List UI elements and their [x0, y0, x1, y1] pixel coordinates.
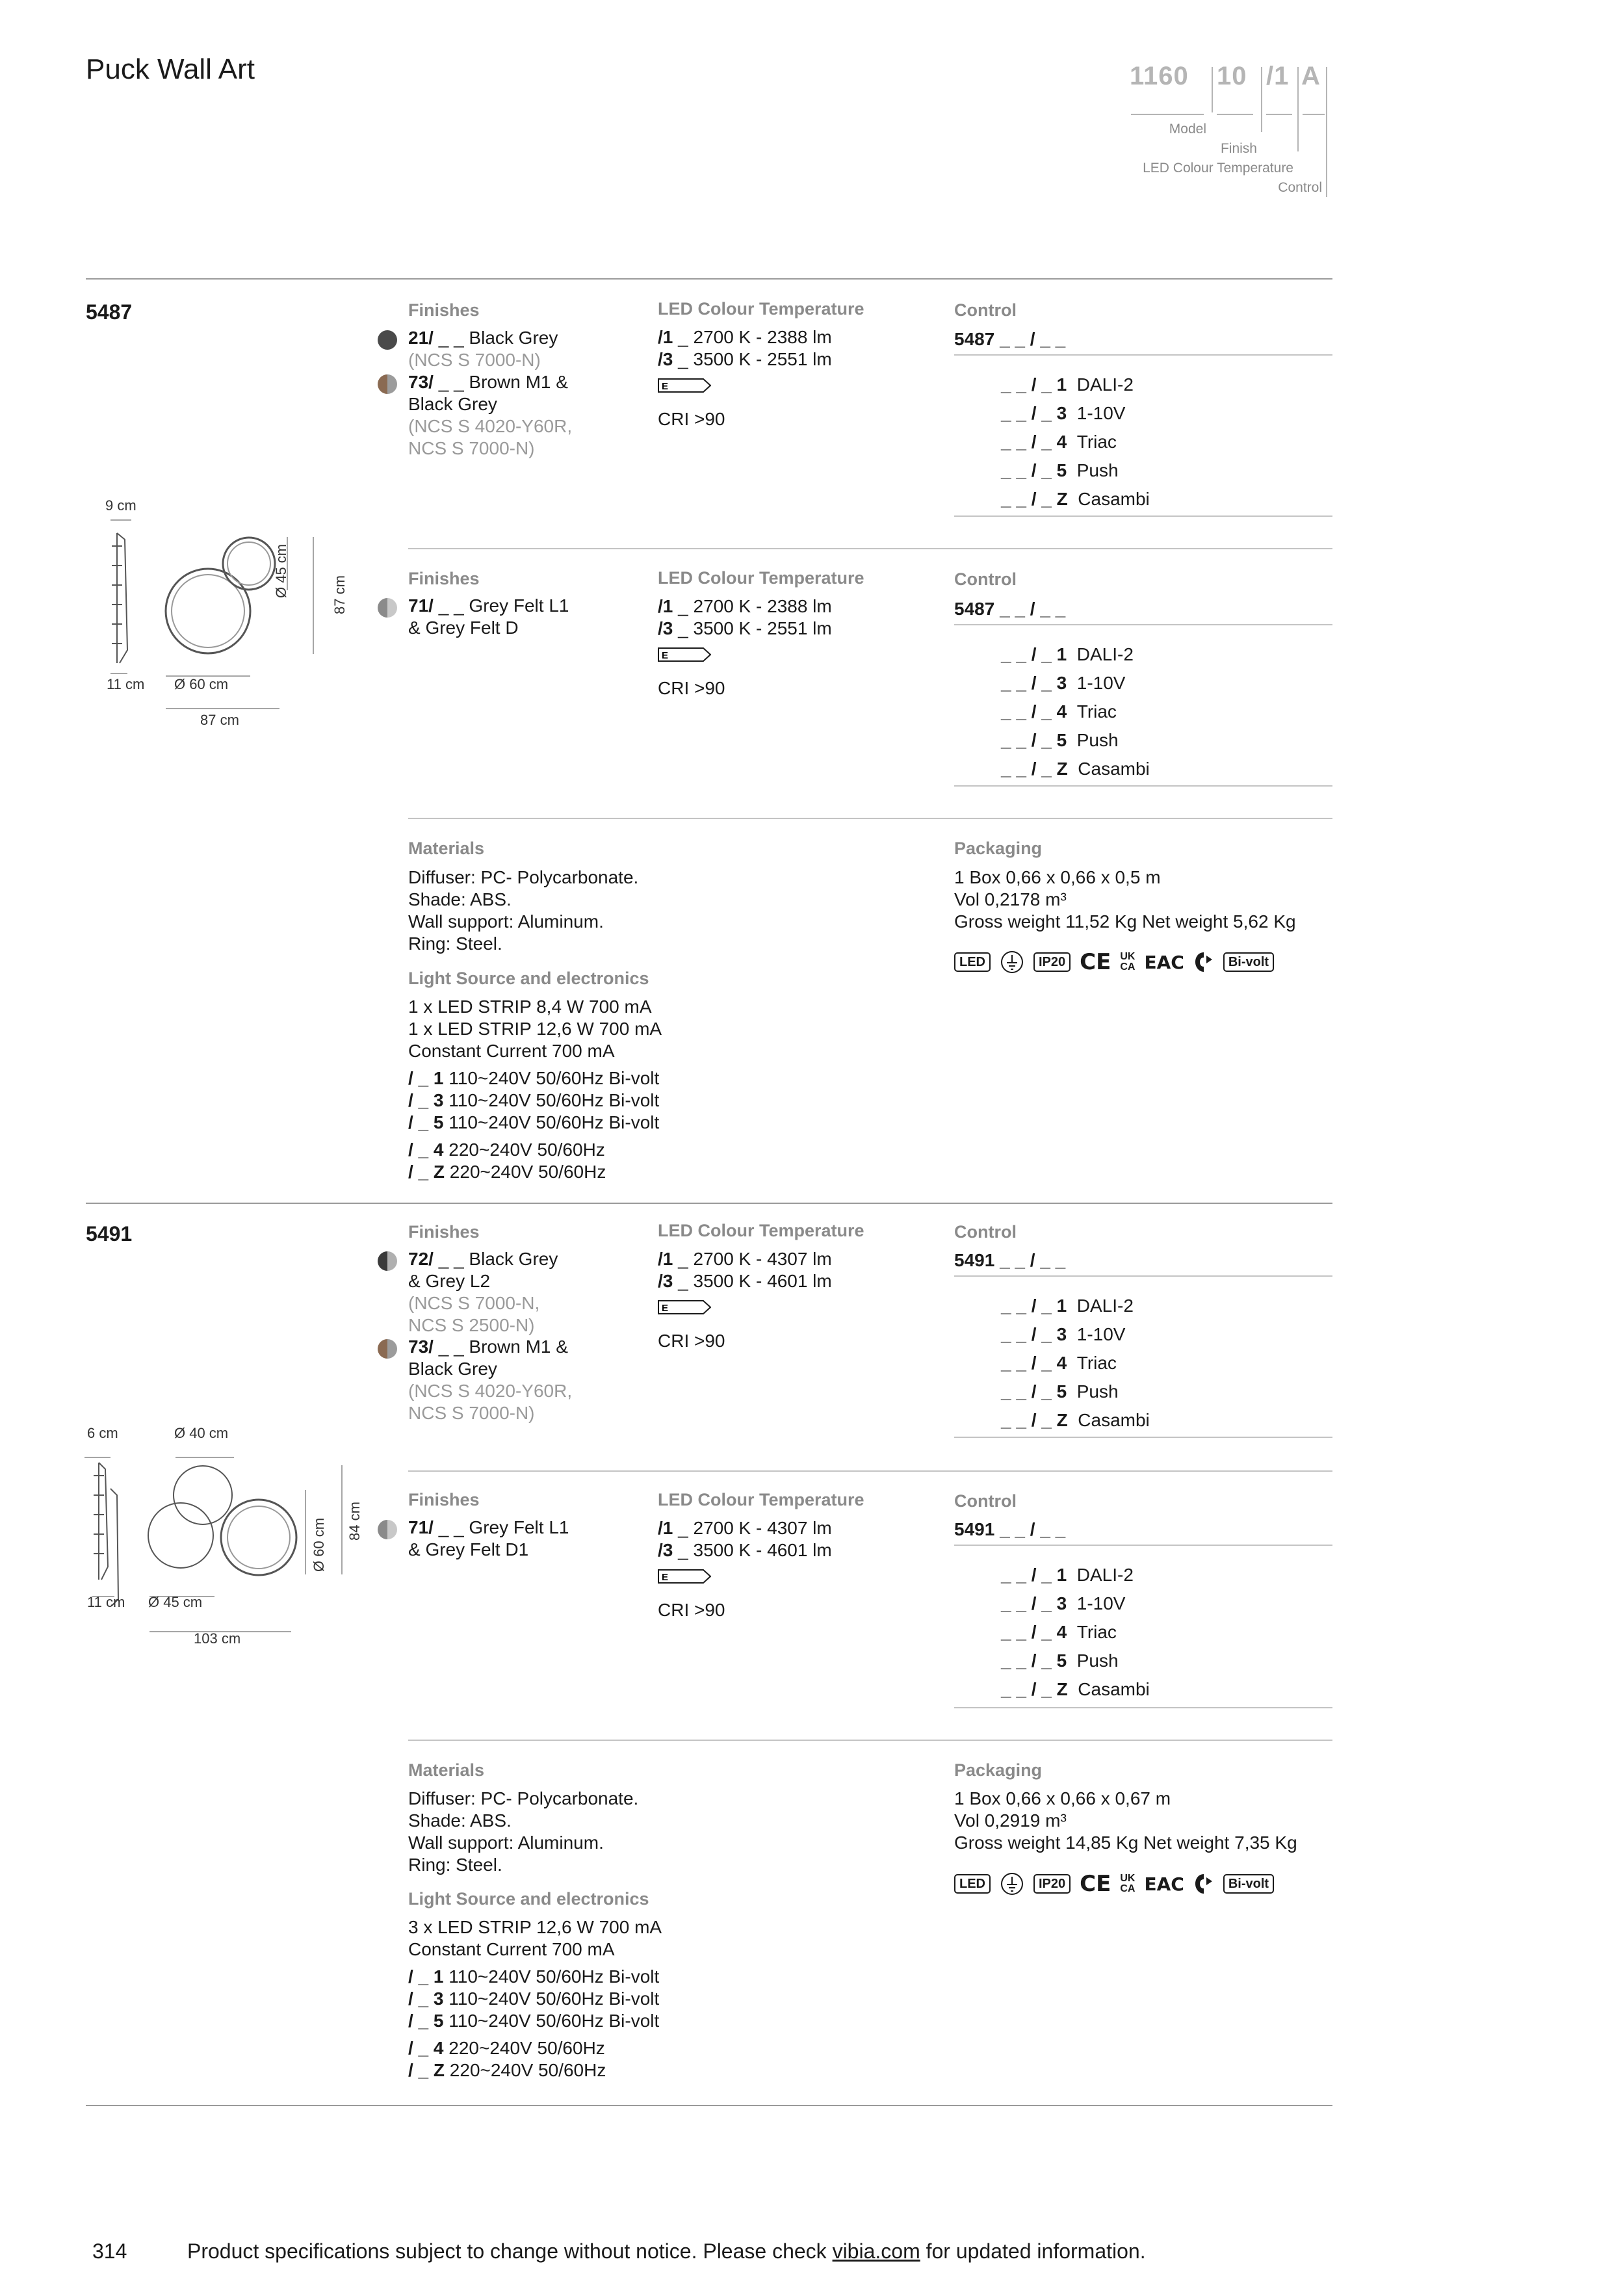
light-source-list: 3 x LED STRIP 12,6 W 700 mA Constant Current 700 mA / _ 1 110~240V 50/60Hz Bi-volt / _ 3 110~240V 50/60Hz Bi-volt / _ 5 110~240V 50/60Hz Bi-volt / _ 4 220~240V 50/60Hz / _ Z 220~240V 50/60Hz	[408, 1917, 662, 2080]
control-heading: Control	[954, 1222, 1017, 1242]
ip-icon: IP20	[1033, 952, 1071, 972]
control-heading: Control	[954, 300, 1017, 320]
control-code: 5491 _ _ / _ _	[954, 1519, 1066, 1539]
energy-label-text: E	[662, 1572, 669, 1583]
finishes-heading: Finishes	[408, 1222, 480, 1242]
dim-large: Ø 60 cm	[311, 1517, 327, 1572]
ce-icon: CE	[1080, 1871, 1111, 1897]
dim-wall: 11 cm	[107, 676, 145, 692]
code-label-control: Control	[1278, 180, 1322, 195]
led-icon: LED	[954, 1874, 991, 1894]
led-temp-heading: LED Colour Temperature	[658, 299, 864, 319]
page-number: 314	[92, 2239, 127, 2263]
energy-label-icon	[658, 647, 711, 662]
bivolt-icon: Bi-volt	[1223, 952, 1274, 972]
code-label-finish: Finish	[1220, 141, 1257, 156]
code-part-finish: 10	[1217, 62, 1247, 90]
swatch-72	[378, 1251, 397, 1271]
certification-icons	[954, 949, 1274, 975]
control-list: _ _ / _ 1 DALI-2 _ _ / _ 3 1-10V _ _ / _ 4 Triac _ _ / _ 5 Push _ _ / _ Z Casambi	[1001, 1565, 1150, 1699]
certification-icons	[954, 1871, 1274, 1897]
led-temps: /1 _ 2700 K - 2388 lm /3 _ 3500 K - 2551 lm	[658, 327, 832, 369]
dim-large: Ø 60 cm	[174, 676, 229, 692]
eac-icon: EAC	[1144, 1873, 1184, 1895]
dim-wall: 11 cm	[87, 1594, 125, 1610]
dim-small: Ø 45 cm	[273, 543, 289, 598]
packaging-list: 1 Box 0,66 x 0,66 x 0,5 m Vol 0,2178 m³ Gross weight 11,52 Kg Net weight 5,62 Kg	[954, 867, 1296, 932]
energy-label-text: E	[662, 1303, 669, 1314]
model-number: 5491	[86, 1222, 133, 1246]
swatch-71	[378, 1520, 397, 1539]
materials-list: Diffuser: PC- Polycarbonate. Shade: ABS. Wall support: Aluminum. Ring: Steel.	[408, 867, 639, 954]
code-part-model: 1160	[1130, 62, 1189, 90]
energy-label-icon	[658, 1569, 711, 1584]
control-code: 5491 _ _ / _ _	[954, 1250, 1066, 1270]
led-icon: LED	[954, 952, 991, 972]
energy-label-icon	[658, 1300, 711, 1314]
led-temp-heading: LED Colour Temperature	[658, 1490, 864, 1509]
control-code: 5487 _ _ / _ _	[954, 329, 1066, 349]
bivolt-icon: Bi-volt	[1223, 1874, 1274, 1894]
code-label-model: Model	[1169, 122, 1206, 137]
finish-73: 73/ _ _ Brown M1 & Black Grey (NCS S 4020-Y60R, NCS S 7000-N)	[408, 372, 573, 458]
eac-icon: EAC	[1144, 951, 1184, 973]
dim-depth: 9 cm	[105, 497, 136, 514]
led-temps: /1 _ 2700 K - 2388 lm /3 _ 3500 K - 2551 lm	[658, 596, 832, 638]
ip-icon: IP20	[1033, 1874, 1071, 1894]
dim-height: 84 cm	[346, 1502, 363, 1541]
light-source-heading: Light Source and electronics	[408, 1889, 649, 1909]
control-list: _ _ / _ 1 DALI-2 _ _ / _ 3 1-10V _ _ / _ 4 Triac _ _ / _ 5 Push _ _ / _ Z Casambi	[1001, 644, 1150, 779]
swatch-73	[378, 374, 397, 394]
dim-width: 87 cm	[200, 712, 239, 728]
finish-72: 72/ _ _ Black Grey & Grey L2 (NCS S 7000-N, NCS S 2500-N)	[408, 1249, 558, 1335]
ce-icon: CE	[1080, 949, 1111, 975]
materials-list: Diffuser: PC- Polycarbonate. Shade: ABS. Wall support: Aluminum. Ring: Steel.	[408, 1788, 639, 1875]
dim-small: Ø 45 cm	[148, 1594, 203, 1610]
packaging-heading: Packaging	[954, 839, 1043, 858]
code-diagram	[1105, 62, 1339, 198]
finish-71: 71/ _ _ Grey Felt L1 & Grey Felt D1	[408, 1517, 569, 1559]
dim-width: 103 cm	[194, 1630, 241, 1647]
packaging-list: 1 Box 0,66 x 0,66 x 0,67 m Vol 0,2919 m³ Gross weight 14,85 Kg Net weight 7,35 Kg	[954, 1788, 1297, 1853]
model-number: 5487	[86, 300, 133, 324]
finishes-heading: Finishes	[408, 300, 480, 320]
materials-heading: Materials	[408, 839, 485, 858]
light-source-list: 1 x LED STRIP 8,4 W 700 mA 1 x LED STRIP 12,6 W 700 mA Constant Current 700 mA / _ 1 110~240V 50/60Hz Bi-volt / _ 3 110~240V 50/60Hz Bi-volt / _ 5 110~240V 50/60Hz Bi-volt / _ 4 220~240V 50/60Hz / _ Z 220~240V 50/60Hz	[408, 997, 662, 1182]
led-temps: /1 _ 2700 K - 4307 lm /3 _ 3500 K - 4601 lm	[658, 1518, 832, 1560]
control-list: _ _ / _ 1 DALI-2 _ _ / _ 3 1-10V _ _ / _ 4 Triac _ _ / _ 5 Push _ _ / _ Z Casambi	[1001, 1296, 1150, 1430]
led-temp-heading: LED Colour Temperature	[658, 1221, 864, 1240]
swatch-21	[378, 330, 397, 350]
code-part-control: A	[1301, 62, 1321, 90]
recycle-icon	[1193, 1872, 1214, 1896]
finish-21: 21/ _ _ Black Grey (NCS S 7000-N)	[408, 328, 558, 370]
swatch-71	[378, 598, 397, 618]
control-code: 5487 _ _ / _ _	[954, 599, 1066, 619]
page-title: Puck Wall Art	[86, 53, 255, 85]
ground-icon	[1000, 1872, 1024, 1896]
recycle-icon	[1193, 950, 1214, 974]
energy-label-text: E	[662, 381, 669, 392]
finish-73: 73/ _ _ Brown M1 & Black Grey (NCS S 4020-Y60R, NCS S 7000-N)	[408, 1337, 573, 1423]
energy-label-icon	[658, 378, 711, 393]
led-temps: /1 _ 2700 K - 4307 lm /3 _ 3500 K - 4601 lm	[658, 1249, 832, 1291]
led-temp-heading: LED Colour Temperature	[658, 568, 864, 588]
energy-label-text: E	[662, 650, 669, 661]
control-list: _ _ / _ 1 DALI-2 _ _ / _ 3 1-10V _ _ / _ 4 Triac _ _ / _ 5 Push _ _ / _ Z Casambi	[1001, 374, 1150, 509]
cri: CRI >90	[658, 1331, 725, 1351]
swatch-73	[378, 1339, 397, 1359]
finish-71: 71/ _ _ Grey Felt L1 & Grey Felt D	[408, 595, 569, 638]
dim-top: Ø 40 cm	[174, 1425, 229, 1441]
control-heading: Control	[954, 569, 1017, 589]
footer-note: Product specifications subject to change without notice. Please check vibia.com for updated information.	[187, 2239, 1146, 2263]
code-part-led: /1	[1266, 62, 1290, 90]
ukca-icon: UK CA	[1120, 1873, 1136, 1894]
cri: CRI >90	[658, 678, 725, 698]
vibia-link[interactable]: vibia.com	[832, 2239, 920, 2263]
cri: CRI >90	[658, 1600, 725, 1620]
ukca-icon: UK CA	[1120, 951, 1136, 972]
product-drawing-5487	[84, 494, 364, 741]
ground-icon	[1000, 950, 1024, 974]
finishes-heading: Finishes	[408, 1490, 480, 1509]
materials-heading: Materials	[408, 1760, 485, 1780]
cri: CRI >90	[658, 409, 725, 429]
light-source-heading: Light Source and electronics	[408, 969, 649, 988]
finishes-heading: Finishes	[408, 569, 480, 588]
control-heading: Control	[954, 1491, 1017, 1511]
dim-height: 87 cm	[331, 575, 348, 614]
code-label-led: LED Colour Temperature	[1143, 161, 1293, 176]
dim-depth: 6 cm	[87, 1425, 118, 1441]
packaging-heading: Packaging	[954, 1760, 1043, 1780]
